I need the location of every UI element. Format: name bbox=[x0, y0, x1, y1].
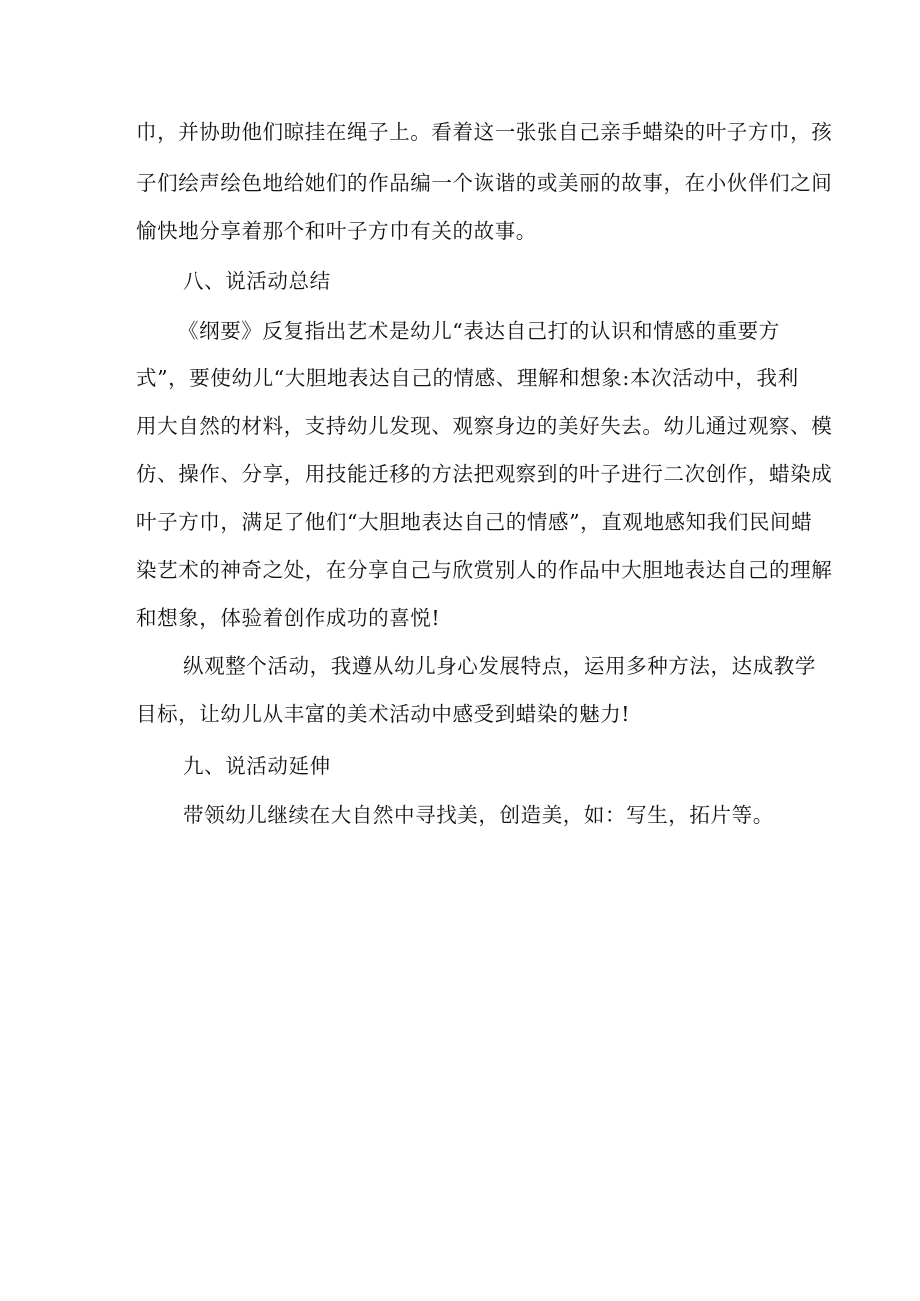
text-line: 式”，要使幼儿“大胆地表达自己的情感、理解和想象:本次活动中，我利 bbox=[136, 366, 799, 390]
text-line: 愉快地分享着那个和叶子方巾有关的故事。 bbox=[136, 219, 537, 243]
text-line: 带领幼儿继续在大自然中寻找美，创造美，如：写生，拓片等。 bbox=[183, 803, 774, 827]
text-line: 巾，并协助他们晾挂在绳子上。看着这一张张自己亲手蜡染的叶子方巾，孩 bbox=[136, 120, 833, 144]
text-line: 《纲要》反复指出艺术是幼儿“表达自己打的认识和情感的重要方 bbox=[178, 319, 780, 343]
text-line: 目标，让幼儿从丰富的美术活动中感受到蜡染的魅力! bbox=[136, 702, 631, 726]
section-9-heading: 九、说活动延伸 bbox=[183, 754, 331, 778]
text-line: 仿、操作、分享，用技能迁移的方法把观察到的叶子进行二次创作，蜡染成 bbox=[136, 462, 833, 486]
text-line: 染艺术的神奇之处，在分享自己与欣赏别人的作品中大胆地表达自己的理解 bbox=[136, 558, 833, 582]
text-line: 纵观整个活动，我遵从幼儿身心发展特点，运用多种方法，达成教学 bbox=[183, 654, 816, 678]
section-8-heading: 八、说活动总结 bbox=[183, 269, 331, 293]
text-line: 用大自然的材料，支持幼儿发现、观察身边的美好失去。幼儿通过观察、模 bbox=[136, 414, 833, 438]
text-line: 和想象，体验着创作成功的喜悦! bbox=[136, 606, 441, 630]
text-line: 子们绘声绘色地给她们的作品编一个诙谐的或美丽的故事，在小伙伴们之间 bbox=[136, 171, 833, 195]
text-line: 叶子方巾，满足了他们“大胆地表达自己的情感”，直观地感知我们民间蜡 bbox=[136, 510, 813, 534]
